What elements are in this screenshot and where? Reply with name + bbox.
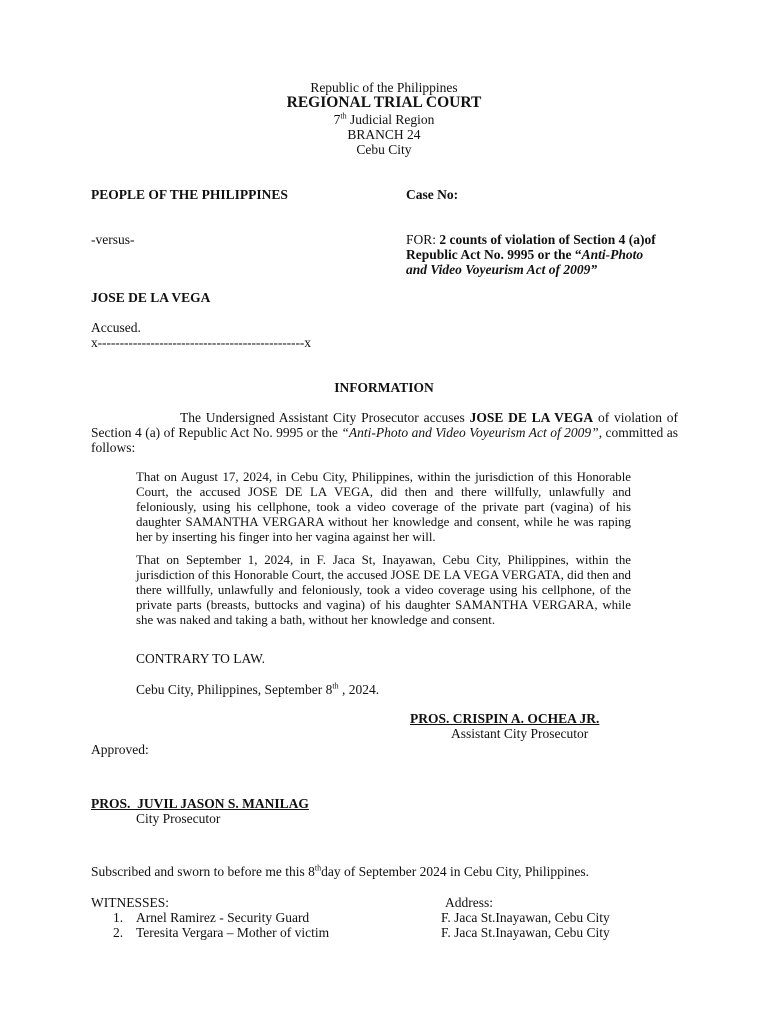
jurat: Subscribed and sworn to before me this 8thday of September 2024 in Cebu City, Philippines. bbox=[91, 863, 590, 879]
witness-name: Teresita Vergara – Mother of victim bbox=[136, 925, 330, 940]
witness-address: F. Jaca St.Inayawan, Cebu City bbox=[441, 910, 610, 925]
document-title: INFORMATION bbox=[334, 380, 434, 395]
information-intro: The Undersigned Assistant City Prosecutor accuses JOSE DE LA VEGA of violation of Section 4 (a) of Republic Act No. 9995 or the “Anti-Photo and Video Voyeurism Act of 2009”, committed as follows: bbox=[91, 410, 678, 455]
witness-list bbox=[91, 910, 651, 940]
court-name: REGIONAL TRIAL COURT bbox=[286, 94, 482, 111]
information-date: Cebu City, Philippines, September 8th , 2024. bbox=[136, 681, 380, 697]
address-label: Address: bbox=[445, 895, 493, 910]
city-prosecutor-title: City Prosecutor bbox=[136, 811, 221, 826]
city: Cebu City bbox=[356, 142, 412, 157]
versus: -versus- bbox=[91, 232, 135, 247]
prosecutor-title: Assistant City Prosecutor bbox=[451, 726, 589, 741]
prosecutor-name: PROS. CRISPIN A. OCHEA JR. bbox=[410, 711, 600, 726]
witnesses-label: WITNESSES: bbox=[91, 895, 170, 910]
approved-label: Approved: bbox=[91, 742, 149, 757]
witness-address: F. Jaca St.Inayawan, Cebu City bbox=[441, 925, 610, 940]
contrary-to-law: CONTRARY TO LAW. bbox=[136, 651, 266, 666]
case-no-label: Case No: bbox=[406, 187, 459, 202]
city-prosecutor-name: PROS. JUVIL JASON S. MANILAG bbox=[91, 796, 309, 811]
plaintiff: PEOPLE OF THE PHILIPPINES bbox=[91, 187, 288, 202]
branch: BRANCH 24 bbox=[347, 127, 421, 142]
offense-charged: FOR: 2 counts of violation of Section 4 (a)of Republic Act No. 9995 or the “Anti-Photo and Video Voyeurism Act of 2009” bbox=[406, 232, 656, 277]
header-republic: Republic of the Philippines bbox=[310, 80, 458, 95]
witness-item: 1. Arnel Ramirez - Security Guard F. Jaca St.Inayawan, Cebu City bbox=[113, 910, 610, 925]
caption-separator: x-----------------------------------------------x bbox=[91, 335, 311, 350]
judicial-region: 7th Judicial Region bbox=[333, 111, 435, 127]
accused-label: Accused. bbox=[91, 320, 141, 335]
count-1-paragraph: That on August 17, 2024, in Cebu City, Philippines, within the jurisdiction of this Honorable Court, the accused JOSE DE LA VEGA, did then and there willfully, unlawfully and feloniously, using his cellphone, took a video coverage of the private part (vagina) of his daughter SAMANTHA VERGARA without her knowledge and consent, while he was raping her by inserting his finger into her vagina against her will. bbox=[136, 470, 631, 544]
witness-item: 2. Teresita Vergara – Mother of victim F. Jaca St.Inayawan, Cebu City bbox=[113, 925, 610, 940]
accused-name: JOSE DE LA VEGA bbox=[91, 290, 211, 305]
count-2-paragraph: That on September 1, 2024, in F. Jaca St, Inayawan, Cebu City, Philippines, within the jurisdiction of this Honorable Court, the accused JOSE DE LA VEGA VERGATA, did then and there willfully, unlawfully and feloniously, took a video coverage using his cellphone, of the private parts (breasts, buttocks and vagina) of his daughter SAMANTHA VERGARA, while she was naked and taking a bath, without her knowledge and consent. bbox=[136, 553, 631, 627]
witness-name: Arnel Ramirez - Security Guard bbox=[136, 910, 310, 925]
